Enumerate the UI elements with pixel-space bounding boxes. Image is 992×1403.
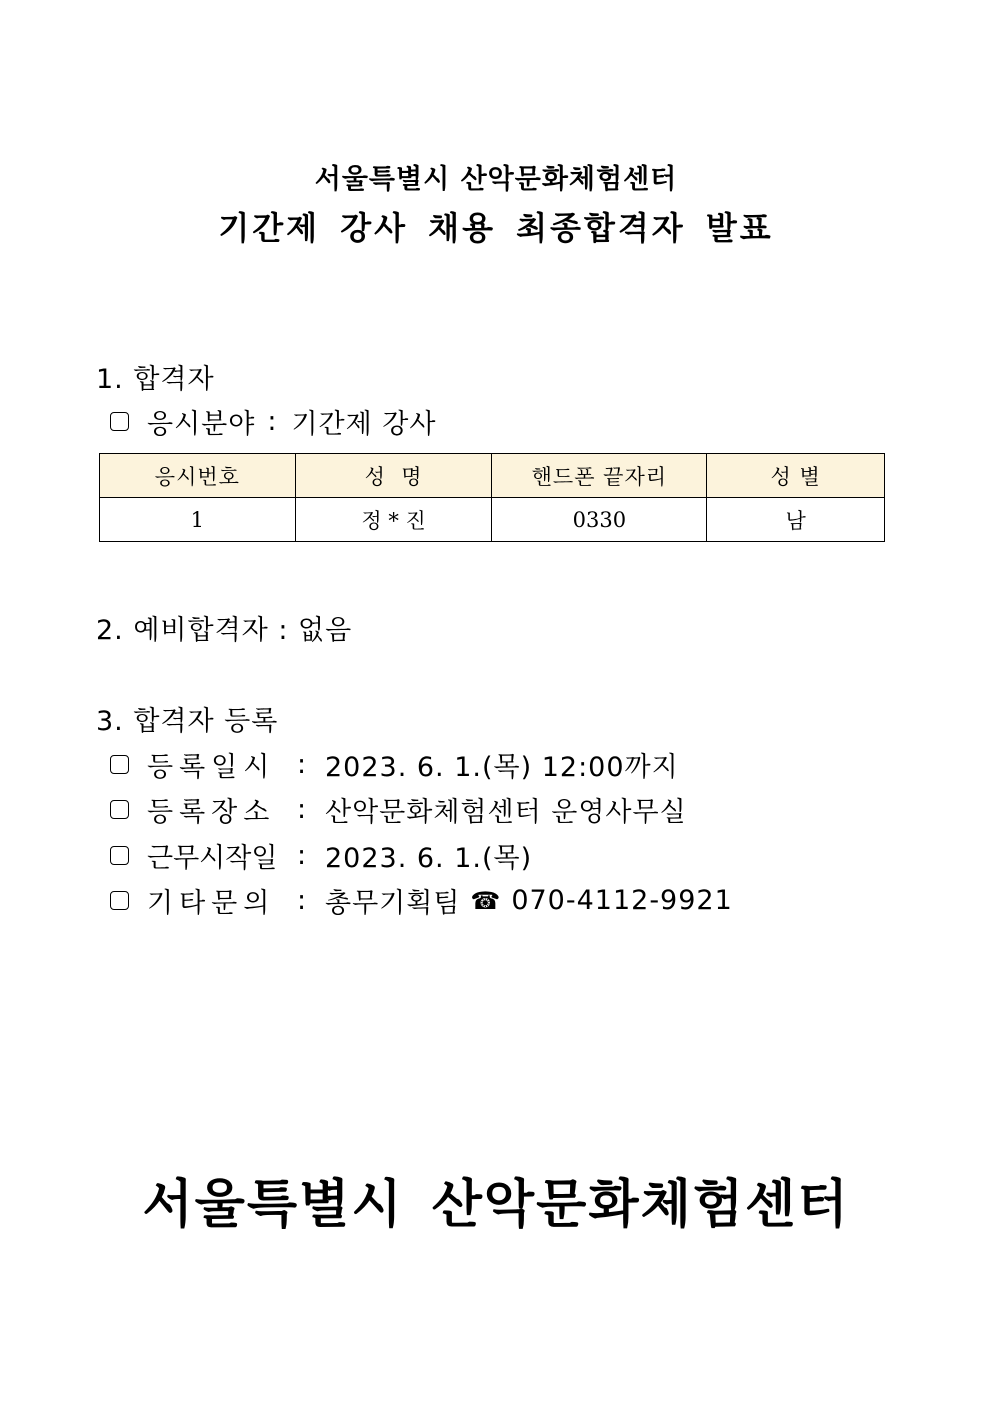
- item-label: 근무시작일: [147, 843, 278, 874]
- checkbox-icon: [110, 891, 129, 910]
- section-3-heading: 3. 합격자 등록: [96, 706, 279, 737]
- item-label: 기타문의: [147, 888, 276, 919]
- item-value: 2023. 6. 1.(목): [325, 843, 533, 874]
- item-label: 등록일시: [147, 752, 276, 783]
- field-label: 응시분야: [147, 409, 256, 440]
- header-cell-phone-last: 핸드폰 끝자리: [492, 454, 707, 498]
- list-item: [110, 836, 532, 875]
- header-cell-name: 성 명: [295, 454, 492, 498]
- header-cell-gender: 성 별: [707, 454, 885, 498]
- field-colon: :: [267, 406, 278, 437]
- checkbox-icon: [110, 412, 129, 431]
- cell-name: 정 * 진: [295, 498, 492, 542]
- field-line: [110, 402, 436, 441]
- table-row: [100, 498, 885, 542]
- cell-gender: 남: [707, 498, 885, 542]
- item-colon: :: [297, 840, 308, 871]
- list-item: [110, 745, 679, 784]
- checkbox-icon: [110, 800, 129, 819]
- item-value: 2023. 6. 1.(목) 12:00까지: [325, 752, 679, 783]
- table-header-row: [100, 454, 885, 498]
- item-colon: :: [297, 749, 308, 780]
- item-value: 산악문화체험센터 운영사무실: [325, 797, 687, 828]
- result-table: [99, 453, 885, 542]
- phone-icon: ☎: [470, 886, 502, 915]
- item-colon: :: [297, 794, 308, 825]
- item-phone: 070-4112-9921: [511, 885, 733, 916]
- list-item: [110, 790, 687, 829]
- cell-exam-number: 1: [100, 498, 296, 542]
- header-cell-exam-number: 응시번호: [100, 454, 296, 498]
- cell-phone-last: 0330: [492, 498, 707, 542]
- header-org: 서울특별시 산악문화체험센터: [314, 164, 678, 195]
- item-value: 총무기획팀: [325, 888, 461, 919]
- footer-org: 서울특별시 산악문화체험센터: [142, 1175, 850, 1235]
- section-2-heading: 2. 예비합격자 : 없음: [96, 615, 353, 646]
- section-1-heading: 1. 합격자: [96, 364, 215, 395]
- field-value: 기간제 강사: [291, 409, 437, 440]
- list-item: [110, 881, 733, 920]
- checkbox-icon: [110, 846, 129, 865]
- checkbox-icon: [110, 755, 129, 774]
- page-title: 기간제 강사 채용 최종합격자 발표: [218, 209, 774, 247]
- item-label: 등록장소: [147, 797, 276, 828]
- item-colon: :: [297, 885, 308, 916]
